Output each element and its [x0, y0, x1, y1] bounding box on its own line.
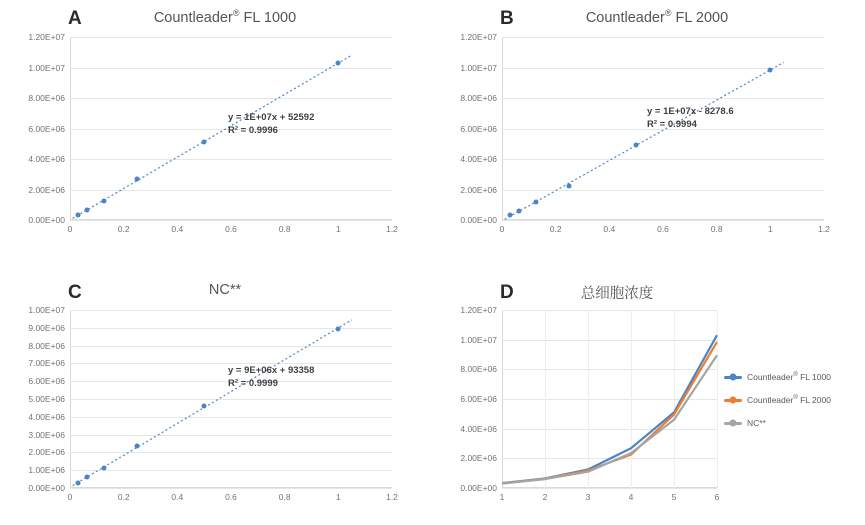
trendline-annotation-c — [228, 365, 314, 391]
y-axis-tick-label: 1.00E+07 — [28, 62, 65, 73]
chart-panel-b — [432, 0, 865, 262]
x-axis-tick-label: 0.6 — [225, 224, 237, 234]
y-axis-tick-label: 8.00E+06 — [460, 364, 497, 375]
data-point — [101, 198, 106, 203]
x-axis-tick-label: 1.2 — [386, 224, 398, 234]
legend-item-1[interactable] — [724, 392, 831, 408]
x-axis-tick-label: 0.8 — [278, 492, 291, 502]
y-axis-tick-label: 0.00E+00 — [28, 483, 65, 493]
x-axis-tick-label: 2 — [542, 492, 548, 502]
x-axis-tick-label: 0.6 — [657, 224, 669, 234]
x-axis-tick-label: 1 — [335, 224, 341, 234]
y-axis-tick-label: 2.00E+06 — [460, 453, 497, 464]
y-axis-tick-label: 0.00E+00 — [28, 215, 65, 225]
panel-title-b: Countleader® FL 2000 — [585, 8, 729, 26]
panel-letter-b: B — [500, 8, 514, 29]
data-point — [76, 480, 81, 485]
legend-label-0: Countleader® FL 1000 — [747, 372, 831, 382]
data-point — [336, 60, 341, 65]
y-axis-tick-label: 6.00E+06 — [28, 123, 65, 134]
x-axis-tick-label: 1 — [499, 492, 505, 502]
data-point — [508, 213, 513, 218]
x-axis-tick-label: 3 — [585, 492, 591, 502]
data-point — [634, 142, 639, 147]
r2-text-a: R² = 0.9996 — [228, 124, 278, 136]
x-axis-tick-label: 0.2 — [549, 224, 562, 234]
y-gridline — [70, 488, 392, 489]
x-axis-tick-label: 0.6 — [225, 492, 237, 502]
r2-text-b: R² = 0.9994 — [647, 118, 697, 130]
data-point — [768, 67, 773, 72]
legend-item-0[interactable] — [724, 369, 831, 385]
y-gridline — [502, 220, 824, 221]
data-point — [516, 208, 521, 213]
x-axis-tick-label: 0 — [499, 224, 505, 234]
data-point — [135, 177, 140, 182]
legend-swatch-2 — [724, 422, 742, 425]
equation-text-b: y = 1E+07x - 8278.6 — [647, 106, 734, 117]
x-axis-tick-label: 1.2 — [818, 224, 830, 234]
data-point — [76, 212, 81, 217]
panel-letter-c: C — [68, 282, 82, 303]
y-axis-tick-label: 5.00E+06 — [28, 394, 65, 404]
x-axis-tick-label: 0.8 — [278, 224, 291, 234]
y-axis-tick-label: 4.00E+06 — [460, 423, 497, 434]
y-axis-tick-label: 8.00E+06 — [28, 340, 65, 351]
chart-panel-a — [0, 0, 432, 262]
x-axis-tick-label: 0.4 — [171, 224, 184, 234]
legend-label-1: Countleader® FL 2000 — [747, 395, 831, 405]
x-axis-tick-label: 0.2 — [117, 224, 130, 234]
data-point — [533, 200, 538, 205]
y-axis-tick-label: 6.00E+06 — [28, 376, 65, 387]
data-point — [567, 183, 572, 188]
chart-panel-d — [432, 262, 865, 525]
y-axis-tick-label: 1.20E+07 — [460, 305, 497, 315]
legend-label-2: NC** — [747, 418, 766, 428]
x-axis-tick-label: 0.4 — [603, 224, 616, 234]
x-axis-tick-label: 1.2 — [386, 492, 398, 502]
panel-letter-a: A — [68, 8, 82, 29]
x-axis-tick-label: 0 — [67, 224, 73, 234]
y-axis-tick-label: 9.00E+06 — [28, 322, 65, 333]
x-axis-tick-label: 0.8 — [710, 224, 723, 234]
y-axis-tick-label: 7.00E+06 — [28, 358, 65, 369]
equation-text-c: y = 9E+06x + 93358 — [228, 365, 315, 376]
equation-text-a: y = 1E+07x + 52592 — [228, 112, 315, 123]
plot-area-d — [460, 305, 720, 502]
x-axis-tick-label: 5 — [671, 492, 677, 502]
panel-title-a: Countleader® FL 1000 — [153, 8, 297, 26]
y-axis-tick-label: 6.00E+06 — [460, 394, 497, 404]
y-axis-tick-label: 2.00E+06 — [28, 447, 65, 458]
chart-legend — [724, 369, 831, 438]
line-series — [502, 355, 717, 483]
y-axis-tick-label: 2.00E+06 — [460, 184, 497, 195]
y-axis-tick-label: 1.20E+07 — [460, 32, 497, 42]
y-axis-tick-label: 1.00E+07 — [28, 305, 65, 315]
trendline — [70, 310, 392, 488]
legend-swatch-1 — [724, 399, 742, 402]
y-axis-tick-label: 3.00E+06 — [28, 429, 65, 440]
x-axis-tick-label: 0.4 — [171, 492, 184, 502]
line-series-group — [502, 310, 717, 488]
panel-letter-d: D — [500, 282, 514, 303]
data-point — [135, 444, 140, 449]
plot-area-c — [28, 305, 398, 502]
y-axis-tick-label: 4.00E+06 — [28, 154, 65, 164]
x-axis-tick-label: 0 — [67, 492, 73, 502]
x-axis-tick-label: 4 — [628, 492, 634, 502]
y-axis-tick-label: 6.00E+06 — [460, 123, 497, 134]
line-series — [502, 335, 717, 483]
y-axis-tick-label: 8.00E+06 — [460, 93, 497, 103]
y-axis-tick-label: 1.00E+07 — [460, 334, 497, 345]
panel-title-d: 总细胞浓度 — [580, 286, 654, 302]
data-point — [101, 466, 106, 471]
data-point — [84, 475, 89, 480]
x-axis-tick-label: 1 — [767, 224, 773, 234]
y-axis-tick-label: 0.00E+00 — [460, 483, 497, 493]
x-axis-tick-label: 1 — [335, 492, 341, 502]
y-axis-tick-label: 1.20E+07 — [28, 32, 65, 42]
data-point — [84, 208, 89, 213]
y-axis-tick-label: 1.00E+07 — [460, 62, 497, 73]
data-point — [202, 140, 207, 145]
x-axis-tick-label: 6 — [714, 492, 720, 502]
r2-text-c: R² = 0.9999 — [228, 377, 278, 389]
panel-title-c: NC** — [208, 282, 242, 298]
data-point — [202, 404, 207, 409]
y-axis-tick-label: 4.00E+06 — [460, 154, 497, 164]
y-axis-tick-label: 2.00E+06 — [28, 184, 65, 195]
trendline-annotation-b — [647, 106, 734, 132]
y-axis-tick-label: 4.00E+06 — [28, 411, 65, 422]
y-gridline — [70, 220, 392, 221]
y-axis-tick-label: 0.00E+00 — [460, 215, 497, 225]
chart-panel-c — [0, 262, 432, 525]
y-gridline — [502, 488, 717, 489]
data-point — [336, 326, 341, 331]
y-axis-tick-label: 1.00E+06 — [28, 465, 65, 476]
legend-item-2[interactable] — [724, 415, 831, 431]
legend-swatch-0 — [724, 376, 742, 379]
y-axis-tick-label: 8.00E+06 — [28, 93, 65, 103]
trendline-annotation-a — [228, 112, 314, 138]
x-axis-tick-label: 0.2 — [117, 492, 130, 502]
